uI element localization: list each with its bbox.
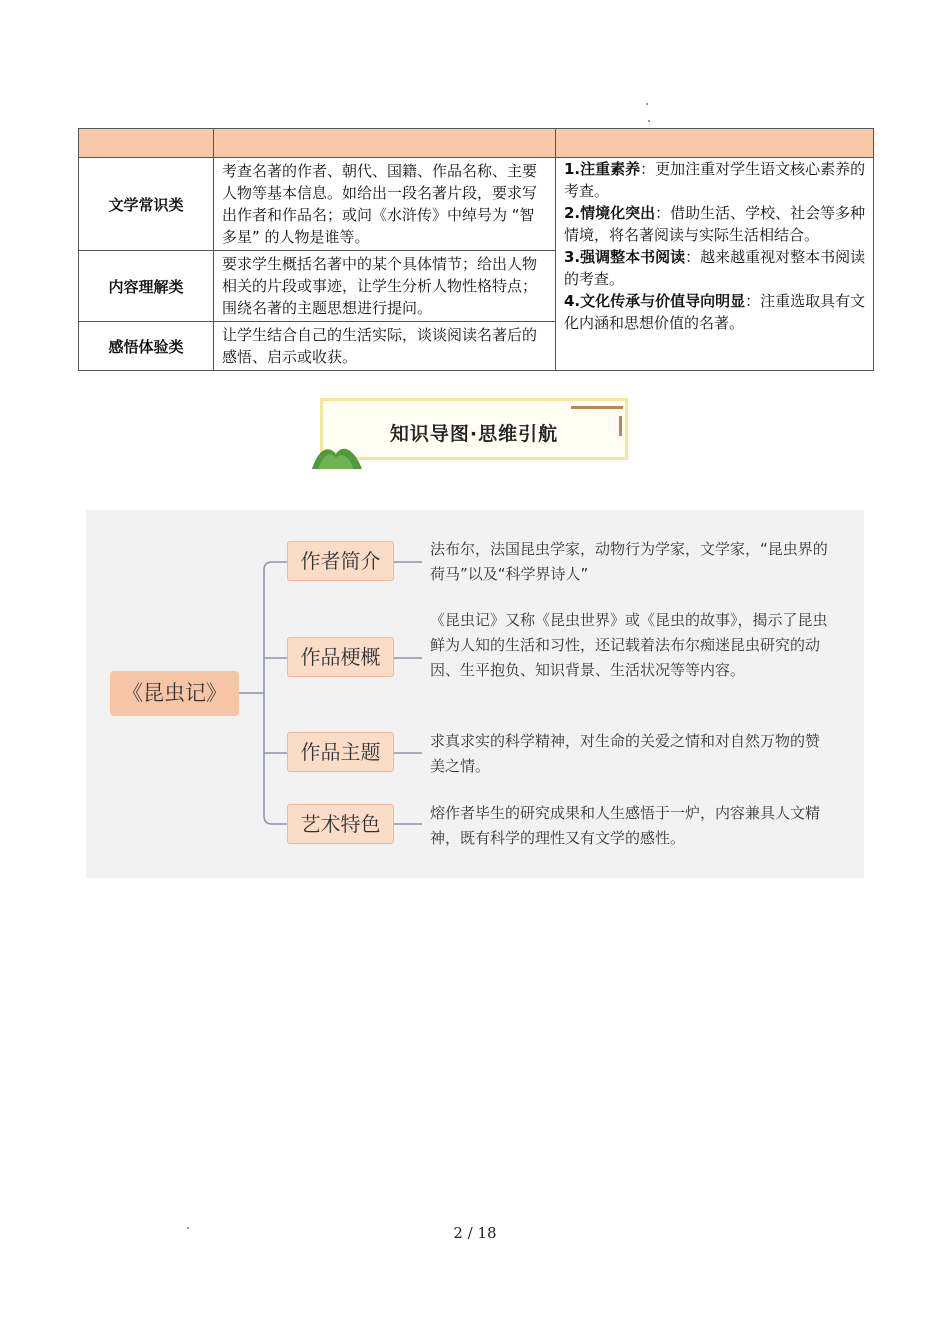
category-cell: 内容理解类 xyxy=(79,251,214,322)
branch-text: 熔作者毕生的研究成果和人生感悟于一炉，内容兼具人文精神，既有科学的理性又有文学的感性。 xyxy=(430,804,821,847)
table-row xyxy=(79,158,874,251)
branch-author-intro: 作者简介 xyxy=(287,541,394,581)
branch-text: 法布尔，法国昆虫学家，动物行为学家，文学家，“昆虫界的荷马”以及“科学界诗人” xyxy=(430,540,828,583)
branch-theme: 作品主题 xyxy=(287,732,394,772)
hill-icon xyxy=(310,440,366,470)
feature-title: 1.注重素养 xyxy=(564,160,641,178)
branch-artistic-features: 艺术特色 xyxy=(287,804,394,844)
feature-item xyxy=(564,290,867,334)
description-cell: 让学生结合自己的生活实际，谈谈阅读名著后的感悟、启示或收获。 xyxy=(214,322,556,371)
feature-title: 3.强调整本书阅读 xyxy=(564,248,686,266)
scan-dot xyxy=(648,120,650,122)
branch-text: 《昆虫记》又称《昆虫世界》或《昆虫的故事》，揭示了昆虫鲜为人知的生活和习性，还记载着法布尔痴迷昆虫研究的动因、生平抱负、知识背景、生活状况等等内容。 xyxy=(430,611,828,679)
banner-accent-bar xyxy=(619,416,622,436)
feature-item xyxy=(564,246,867,290)
branch-synopsis: 作品梗概 xyxy=(287,637,394,677)
feature-item xyxy=(564,158,867,202)
exam-type-table xyxy=(78,128,874,371)
description-cell: 要求学生概括名著中的某个具体情节；给出人物相关的片段或事迹，让学生分析人物性格特点；围绕名著的主题思想进行提问。 xyxy=(214,251,556,322)
banner-accent-bar xyxy=(571,406,623,409)
feature-text: ：借助生活、学校、社会等多种情境，将名著阅读与实际生活相结合。 xyxy=(564,204,866,244)
table-header-cell xyxy=(556,129,874,158)
feature-text: ：越来越重视对整本书阅读的考查。 xyxy=(564,248,866,288)
table-header-cell xyxy=(79,129,214,158)
page-number: 2 / 18 xyxy=(453,1224,497,1242)
feature-title: 2.情境化突出 xyxy=(564,204,656,222)
feature-text: ：注重选取具有文化内涵和思想价值的名著。 xyxy=(564,292,866,332)
mind-map-root: 《昆虫记》 xyxy=(110,671,239,716)
feature-title: 4.文化传承与价值导向明显 xyxy=(564,292,746,310)
mind-map xyxy=(86,510,864,878)
table-header-cell xyxy=(214,129,556,158)
category-cell: 感悟体验类 xyxy=(79,322,214,371)
feature-item xyxy=(564,202,867,246)
banner-title: 知识导图·思维引航 xyxy=(389,423,559,445)
features-cell xyxy=(556,158,874,371)
table-header-row xyxy=(79,129,874,158)
feature-text: ：更加注重对学生语文核心素养的考查。 xyxy=(564,160,866,200)
scan-dot xyxy=(646,103,648,105)
description-cell: 考查名著的作者、朝代、国籍、作品名称、主要人物等基本信息。如给出一段名著片段，要求写出作者和作品名；或问《水浒传》中绰号为 “智多星” 的人物是谁等。 xyxy=(214,158,556,251)
branch-text: 求真求实的科学精神，对生命的关爱之情和对自然万物的赞美之情。 xyxy=(430,732,821,775)
category-cell: 文学常识类 xyxy=(79,158,214,251)
